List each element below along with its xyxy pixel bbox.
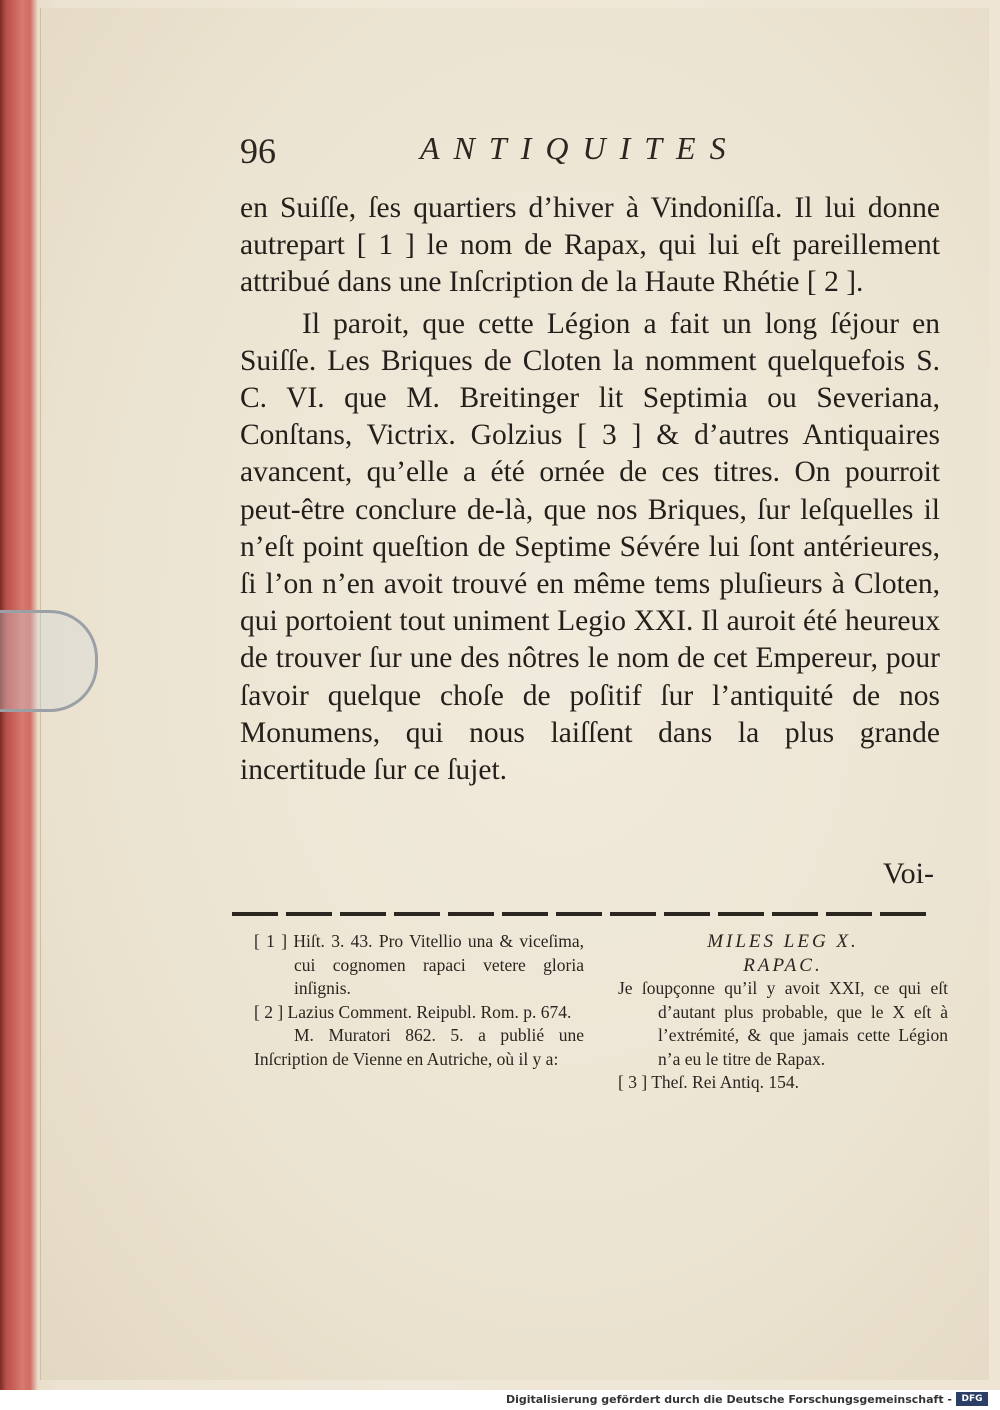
paragraph-1: en Suiſſe, ſes quartiers d’hiver à Vindoniſſa. Il lui donne autrepart [ 1 ] le nom de Rapax, qui lui eſt pareillement attribué dans une Inſcription de la Haute Rhétie [ 2 ]. bbox=[240, 192, 940, 299]
catchword: Voi- bbox=[882, 857, 934, 890]
footnote-1: [ 1 ] Hiſt. 3. 43. Pro Vitellio una & viceſima, cui cognomen rapaci vetere gloria inſignis. bbox=[254, 931, 584, 998]
footnotes-left-column bbox=[254, 930, 584, 1071]
running-title: ANTIQUITES bbox=[420, 130, 740, 166]
page-number: 96 bbox=[240, 131, 276, 171]
dfg-logo: DFG bbox=[956, 1392, 988, 1406]
funding-credit: Digitalisierung gefördert durch die Deutsche Forschungsgemeinschaft - bbox=[505, 1393, 952, 1406]
inscription-line-2: RAPAC. bbox=[743, 954, 823, 976]
paragraph-2: Il paroit, que cette Légion a fait un long ſéjour en Suiſſe. Les Briques de Cloten la nomment quelquefois S. C. VI. que M. Breitinger lit Septimia ou Severiana, Conſtans, Victrix. Golzius [ 3 ] & d’autres Antiquaires avancent, qu’elle a été ornée de ces titres. On pourroit peut-être conclure de-là, que nos Briques, ſur leſquelles il n’eſt point queſtion de Septime Sévére lui ſont antérieures, ſi l’on n’en avoit trouvé en même tems pluſieurs à Cloten, qui portoient tout uniment Legio XXI. Il auroit été heureux de trouver ſur une des nôtres le nom de cet Empereur, pour ſavoir quelque choſe de poſitif ſur l’antiquité de nos Monumens, qui nous laiſſent dans la plus grande incertitude ſur ce ſujet. bbox=[240, 307, 940, 787]
main-text bbox=[240, 190, 940, 789]
footnote-2: [ 2 ] Lazius Comment. Reipubl. Rom. p. 674. bbox=[254, 1001, 572, 1022]
footer-bar bbox=[0, 1390, 1000, 1410]
footnotes-right-column bbox=[618, 930, 948, 1095]
page-clip bbox=[0, 610, 98, 712]
footnote-2-continuation: M. Muratori 862. 5. a publié une Inſcription de Vienne en Autriche, où il y a: bbox=[254, 1025, 584, 1069]
inscription-line-1: MILES LEG X. bbox=[707, 931, 859, 952]
footnote-3: [ 3 ] Theſ. Rei Antiq. 154. bbox=[618, 1072, 799, 1092]
footnote-rule bbox=[232, 912, 932, 916]
footnote-comment: Je ſoupçonne qu’il y avoit XXI, ce qui eſt d’autant plus probable, que le X eſt à l’extrémité, & que jamais cette Légion n’a eu le titre de Rapax. bbox=[618, 978, 948, 1069]
